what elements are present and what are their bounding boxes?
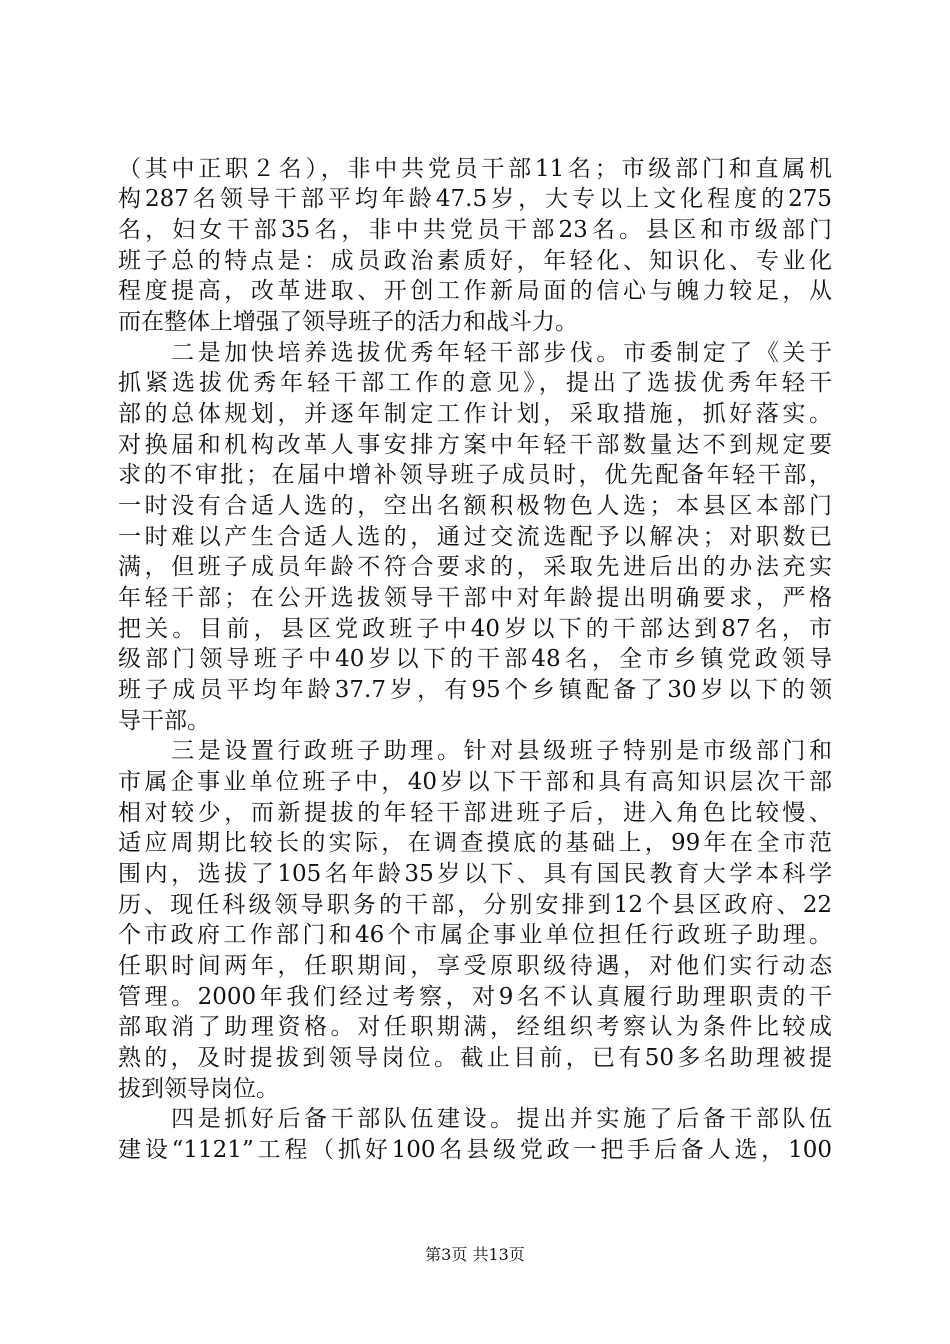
text-line: 构287名领导干部平均年龄47.5岁，大专以上文化程度的275	[118, 186, 832, 212]
page-number-footer: 第3页 共13页	[425, 1245, 525, 1264]
text-line: 而在整体上增强了领导班子的活力和战斗力。	[118, 309, 578, 335]
text-line: 二是加快培养选拔优秀年轻干部步伐。市委制定了《关于	[118, 340, 832, 366]
text-line: 建设“1121”工程（抓好100名县级党政一把手后备人选，100	[118, 1137, 832, 1163]
text-line: 拔到领导岗位。	[118, 1076, 279, 1102]
text-line: 对换届和机构改革人事安排方案中年轻干部数量达不到规定要	[118, 432, 832, 458]
text-line: 满，但班子成员年龄不符合要求的，采取先进后出的办法充实	[118, 554, 832, 580]
text-line: 抓紧选拔优秀年轻干部工作的意见》，提出了选拔优秀年轻干	[118, 370, 832, 396]
text-line: 名，妇女干部35名，非中共党员干部23名。县区和市级部门	[118, 217, 832, 243]
text-line: 级部门领导班子中40岁以下的干部48名，全市乡镇党政领导	[118, 646, 832, 672]
text-line: 任职时间两年，任职期间，享受原职级待遇，对他们实行动态	[118, 953, 832, 979]
text-line: 历、现任科级领导职务的干部，分别安排到12个县区政府、22	[118, 892, 832, 918]
text-line: 个市政府工作部门和46个市属企事业单位担任行政班子助理。	[118, 922, 832, 948]
text-line: （其中正职２名），非中共党员干部11名；市级部门和直属机	[118, 156, 832, 182]
text-line: 三是设置行政班子助理。针对县级班子特别是市级部门和	[118, 738, 832, 764]
text-line: 四是抓好后备干部队伍建设。提出并实施了后备干部队伍	[118, 1106, 832, 1132]
text-line: 市属企事业单位班子中，40岁以下干部和具有高知识层次干部	[118, 769, 832, 795]
text-line: 一时难以产生合适人选的，通过交流选配予以解决；对职数已	[118, 524, 832, 550]
text-line: 求的不审批；在届中增补领导班子成员时，优先配备年轻干部，	[118, 462, 832, 488]
text-line: 班子总的特点是：成员政治素质好，年轻化、知识化、专业化	[118, 248, 832, 274]
text-line: 导干部。	[118, 708, 210, 734]
text-line: 熟的，及时提拔到领导岗位。截止目前，已有50多名助理被提	[118, 1045, 832, 1071]
text-line: 程度提高，改革进取、开创工作新局面的信心与魄力较足，从	[118, 278, 832, 304]
text-line: 适应周期比较长的实际，在调查摸底的基础上，99年在全市范	[118, 830, 832, 856]
text-line: 一时没有合适人选的，空出名额积极物色人选；本县区本部门	[118, 493, 832, 519]
text-line: 围内，选拔了105名年龄35岁以下、具有国民教育大学本科学	[118, 861, 832, 887]
text-line: 把关。目前，县区党政班子中40岁以下的干部达到87名，市	[118, 616, 832, 642]
text-line: 部的总体规划，并逐年制定工作计划，采取措施，抓好落实。	[118, 401, 832, 427]
text-line: 相对较少，而新提拔的年轻干部进班子后，进入角色比较慢、	[118, 800, 832, 826]
text-line: 管理。2000年我们经过考察，对9名不认真履行助理职责的干	[118, 984, 832, 1010]
text-line: 班子成员平均年龄37.7岁，有95个乡镇配备了30岁以下的领	[118, 677, 832, 703]
text-line: 部取消了助理资格。对任职期满，经组织考察认为条件比较成	[118, 1014, 832, 1040]
text-line: 年轻干部；在公开选拔领导干部中对年龄提出明确要求，严格	[118, 585, 832, 611]
